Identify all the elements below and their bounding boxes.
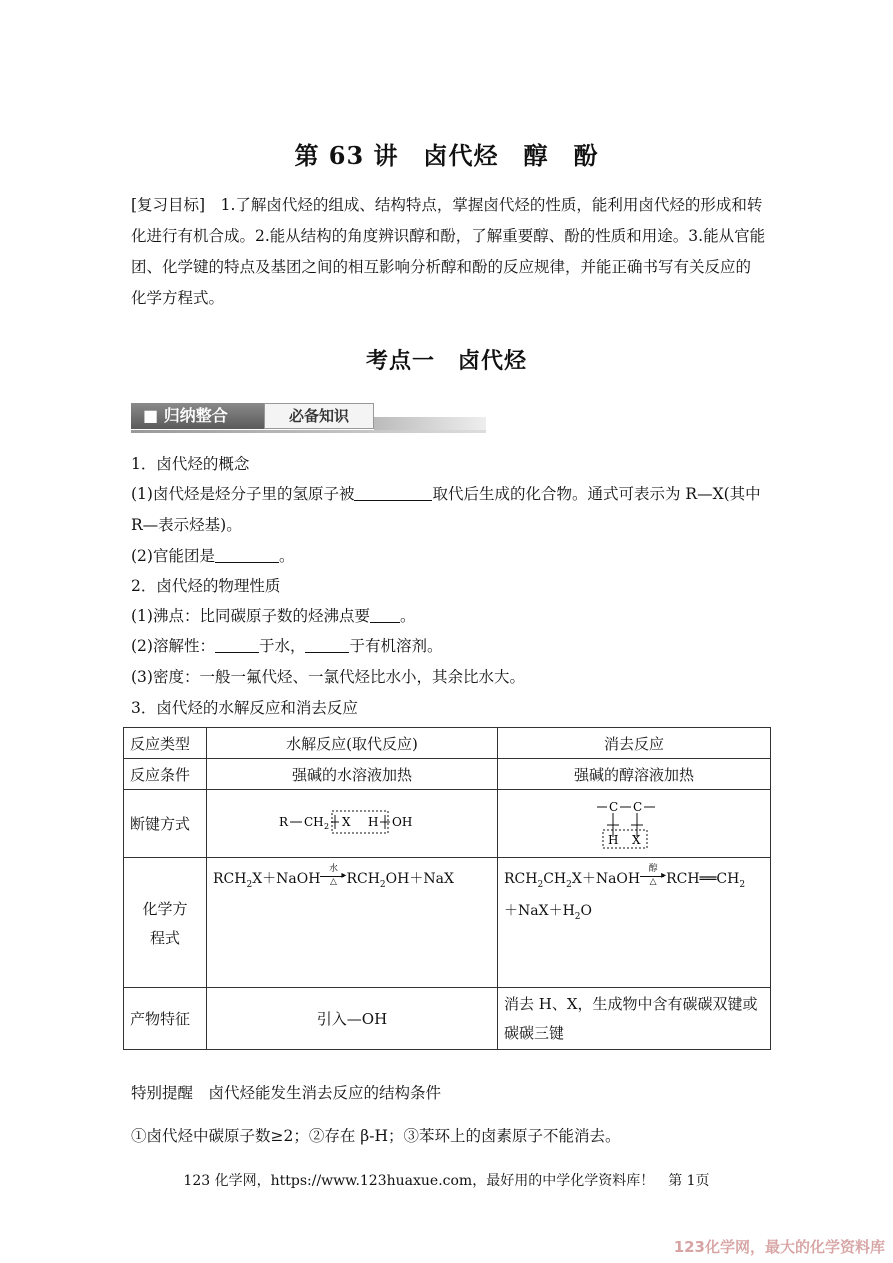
equation-hydrolysis: $RCH_2X+NaOH$ 水 ▸ △ $RCH_2OH+NaX$	[207, 858, 498, 988]
heading-reactions: 3．卤代烃的水解反应和消去反应	[131, 699, 358, 717]
svg-text:R: R	[279, 814, 289, 829]
reaction-table	[123, 727, 771, 1050]
solubility-line: (2)溶解性： 于水， 于有机溶剂。	[131, 637, 443, 655]
watermark: 123化学网，最大的化学资料库	[673, 1238, 885, 1256]
bond-elimination	[498, 790, 771, 858]
blank-5[interactable]	[305, 637, 349, 654]
col-header-hydrolysis: 水解反应(取代反应)	[207, 728, 498, 759]
svg-text:2: 2	[324, 821, 330, 831]
row-header-equation: 化学方 程式	[124, 858, 207, 988]
svg-text:H: H	[368, 814, 379, 829]
bond-hydrolysis	[207, 790, 498, 858]
blank-2[interactable]	[215, 547, 279, 564]
review-objectives	[131, 190, 771, 314]
svg-text:OH: OH	[392, 814, 413, 829]
blank-3[interactable]	[370, 607, 400, 624]
review-line-3: 团、化学键的特点及基团之间的相互影响分析醇和酚的反应规律，并能正确书写有关反应的	[131, 258, 752, 276]
heading-physical: 2．卤代烃的物理性质	[131, 577, 281, 595]
tip-label: 特别提醒	[131, 1084, 194, 1102]
banner-sub: 必备知识	[264, 403, 374, 429]
row-header-product: 产物特征	[124, 988, 207, 1050]
section-title: 考点一 卤代烃	[365, 348, 527, 374]
page-footer: 123 化学网，https://www.123huaxue.com，最好用的中学化学资料库！ 第 1页	[183, 1173, 710, 1189]
review-line-2: 化进行有机合成。2.能从结构的角度辨识醇和酚，了解重要醇、酚的性质和用途。3.能从官能	[131, 227, 766, 245]
svg-text:X: X	[632, 832, 641, 847]
svg-text:H: H	[608, 832, 619, 847]
svg-text:X: X	[342, 814, 351, 829]
boiling-point-line: (1)沸点：比同碳原子数的烃沸点要 。	[131, 607, 416, 625]
col-header-elimination: 消去反应	[498, 728, 771, 759]
svg-text:CH: CH	[304, 814, 324, 829]
functional-group-line: (2)官能团是 。	[131, 547, 295, 565]
svg-text:C: C	[609, 799, 619, 814]
density-line: (3)密度：一般一氟代烃、一氯代烃比水小，其余比水大。	[131, 668, 525, 686]
hydrolysis-bond-diagram	[277, 807, 427, 837]
page-title: 第 63 讲 卤代烃 醇 酚	[294, 141, 599, 170]
cond-hydrolysis: 强碱的水溶液加热	[207, 759, 498, 790]
cond-elimination: 强碱的醇溶液加热	[498, 759, 771, 790]
blank-4[interactable]	[215, 637, 259, 654]
concept-line-2: R—表示烃基)。	[131, 516, 242, 534]
elimination-conditions: ①卤代烃中碳原子数≥2；②存在 β-H；③苯环上的卤素原子不能消去。	[131, 1127, 621, 1145]
banner-main: ■ 归纳整合	[131, 403, 264, 429]
special-tip: 特别提醒 卤代烃能发生消去反应的结构条件	[131, 1084, 442, 1102]
review-line-4: 化学方程式。	[131, 289, 225, 307]
elimination-bond-diagram	[589, 793, 679, 851]
row-header-type: 反应类型	[124, 728, 207, 759]
blank-1[interactable]	[354, 485, 432, 502]
svg-text:C: C	[633, 799, 643, 814]
row-header-condition: 反应条件	[124, 759, 207, 790]
review-label: [复习目标]	[131, 196, 206, 214]
review-line-1: 1.了解卤代烃的组成、结构特点，掌握卤代烃的性质，能利用卤代烃的形成和转	[220, 196, 763, 214]
product-hydrolysis: 引入—OH	[207, 988, 498, 1050]
section-banner	[131, 401, 486, 433]
reaction-arrow-icon: 水 ▸ △	[320, 870, 346, 884]
heading-concept: 1．卤代烃的概念	[131, 455, 250, 473]
row-header-bond: 断键方式	[124, 790, 207, 858]
concept-line-1: (1)卤代烃是烃分子里的氢原子被 取代后生成的化合物。通式可表示为 R—X(其中	[131, 485, 761, 503]
product-elimination: 消去 H、X，生成物中含有碳碳双键或碳碳三键	[498, 988, 771, 1050]
reaction-arrow-icon: 醇 ▸ △	[640, 870, 666, 884]
equation-elimination: $RCH_2CH_2X+NaOH$ 醇 ▸ △ $RCH══CH_2$ $+NaX+H_2O$	[498, 858, 771, 988]
